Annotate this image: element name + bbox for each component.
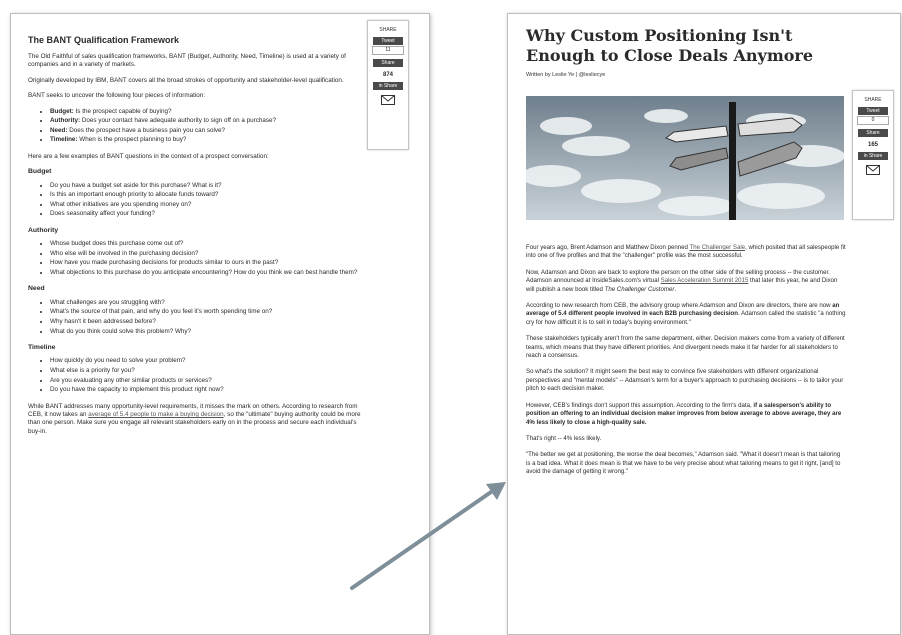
envelope-icon[interactable] — [866, 165, 880, 175]
right-paragraph-6: However, CEB's findings don't support this assumption. According to the firm's data, if a salesperson's ability to position an offering to an individual decision maker improves from below average to above average, they are 4% less likely to close a high-quality sale. — [526, 401, 842, 426]
left-article-title: The BANT Qualification Framework — [28, 35, 180, 45]
left-paragraph-1: The Old Faithful of sales qualification frameworks, BANT (Budget, Authority, Need, Timeline) is used at a variety of companies and in a variety of markets. — [28, 53, 346, 69]
list-item: • Are you evaluating any other similar products or services? — [50, 377, 364, 385]
authority-questions — [28, 240, 364, 277]
list-item: • Authority: Does your contact have adequate authority to sign off on a purchase? — [50, 117, 364, 125]
list-item: • Budget: Is the prospect capable of buying? — [50, 108, 364, 116]
list-item: • Is this an important enough priority to allocate funds toward? — [50, 191, 364, 199]
right-paragraph-4: These stakeholders typically aren't from the same department, either. Decision makers come from a variety of different teams, which means that they have different priorities. And divergent needs make it far harder for all stakeholders to reach a consensus. — [526, 335, 845, 360]
list-item: • How quickly do you need to solve your problem? — [50, 357, 364, 365]
share-label: SHARE — [864, 97, 882, 103]
list-item: • What do you think could solve this problem? Why? — [50, 328, 364, 336]
right-paragraph-1: Four years ago, Brent Adamson and Matthew Dixon penned The Challenger Sale, which posited that all salespeople fit into one of five profiles and that the "challenger" profile was the most successful. — [526, 244, 846, 260]
share-widget — [367, 20, 409, 150]
section-heading-need: Need — [28, 285, 45, 293]
section-heading-timeline: Timeline — [28, 344, 56, 351]
right-article-body — [526, 244, 846, 485]
right-article-page — [507, 13, 901, 635]
section-heading-budget: Budget — [28, 168, 52, 176]
byline: Written by Leslie Ye | @lesliecye — [526, 72, 606, 78]
list-item: • Do you have a budget set aside for this purchase? What is it? — [50, 182, 364, 190]
right-paragraph-3: According to new research from CEB, the advisory group where Adamson and Dixon are directors, there are now an average of 5.4 different people involved in each B2B purchasing decision. Adamson called the statistic "a nothing cry for how difficult it is to sell in today's buying environment." — [526, 302, 846, 326]
left-paragraph-3: BANT seeks to uncover the following four pieces of information: — [28, 92, 205, 100]
tweet-count: 11 — [372, 46, 404, 55]
challenger-sale-link[interactable]: The Challenger Sale — [689, 244, 746, 251]
share-widget — [852, 90, 894, 220]
bant-list — [28, 108, 364, 145]
right-paragraph-2: Now, Adamson and Dixon are back to explore the person on the other side of the selling process -- the customer. Adamson announced at InsideSales.com's virtual Sales Acceleration Summit 2015 that later this year, he and Dixon will publish a new book titled The Challenger Customer. — [526, 268, 838, 293]
facebook-share-button[interactable]: Share — [373, 59, 403, 67]
list-item: • What else is a priority for you? — [50, 367, 364, 375]
summit-link[interactable]: Sales Acceleration Summit 2015 — [660, 277, 749, 285]
list-item: • Need: Does the prospect have a business pain you can solve? — [50, 127, 364, 135]
list-item: • What other initiatives are you spending money on? — [50, 201, 364, 209]
need-questions — [28, 299, 364, 336]
facebook-count: 0 — [857, 116, 889, 125]
right-paragraph-7: That's right -- 4% less likely. — [526, 434, 602, 442]
right-article-header — [526, 26, 846, 78]
list-item: • Does seasonality affect your funding? — [50, 210, 364, 218]
list-item: • How have you made purchasing decisions for products similar to ours in the past? — [50, 259, 364, 267]
list-item: • What's the source of that pain, and why do you feel it's worth spending time on? — [50, 308, 364, 316]
right-paragraph-8: "The better we get at positioning, the worse the deal becomes," Adamson said. "What it doesn't mean is that tailoring is a bad idea. What it does mean is that we have to be very precise about what tailoring means to get it right, [and] to avoid the damage of getting it wrong." — [526, 451, 841, 476]
linkedin-share-button[interactable]: in Share — [373, 82, 403, 90]
left-article-content — [28, 35, 364, 443]
tweet-button[interactable]: Tweet — [373, 37, 403, 45]
left-article-page — [10, 13, 430, 635]
right-article-title: Why Custom Positioning Isn't Enough to Close Deals Anymore — [526, 26, 814, 65]
right-paragraph-5: So what's the solution? It might seem the best way to convince five stakeholders with different organizational perspectives and "mental models" -- Adamson's term for a buyer's approach to purchasing decisions -- is to tailor your pitch to each decision maker. — [526, 368, 844, 393]
facebook-share-button[interactable]: Share — [858, 129, 888, 137]
budget-questions — [28, 182, 364, 219]
share-total: 165 — [867, 142, 878, 148]
share-total: 874 — [382, 72, 393, 78]
left-paragraph-2: Originally developed by IBM, BANT covers all the broad strokes of opportunity and stakeholder-level qualification. — [28, 76, 344, 84]
list-item: • Whose budget does this purchase come out of? — [50, 240, 364, 248]
share-label: SHARE — [379, 27, 397, 33]
list-item: • What objections to this purchase do you anticipate encountering? How do you think we can best handle them? — [50, 269, 364, 277]
list-item: • Why hasn't it been addressed before? — [50, 318, 364, 326]
list-item: • Who else will be involved in the purchasing decision? — [50, 250, 364, 258]
direction-signpost-image — [526, 96, 844, 220]
timeline-questions — [28, 357, 364, 394]
list-item: • Do you have the capacity to implement this product right now? — [50, 386, 364, 394]
envelope-icon[interactable] — [381, 95, 395, 105]
section-heading-authority: Authority — [28, 226, 59, 234]
left-paragraph-5: While BANT addresses many opportunity-level requirements, it misses the mark on others. According to research from CEB, it now takes an average of 5.4 people to make a buying decision, so the "ultimate" buying authority could be more than one person. Make sure you engage all relevant stakeholders early on in the process and secure each individual's buy-in. — [28, 402, 361, 435]
buying-decision-link[interactable]: average of 5.4 people to make a buying decision — [88, 411, 224, 418]
linkedin-share-button[interactable]: in Share — [858, 152, 888, 160]
list-item: • Timeline: When is the prospect planning to buy? — [50, 136, 364, 144]
tweet-button[interactable]: Tweet — [858, 107, 888, 115]
left-paragraph-4: Here are a few examples of BANT questions in the context of a prospect conversation: — [28, 152, 269, 160]
list-item: • What challenges are you struggling with? — [50, 299, 364, 307]
